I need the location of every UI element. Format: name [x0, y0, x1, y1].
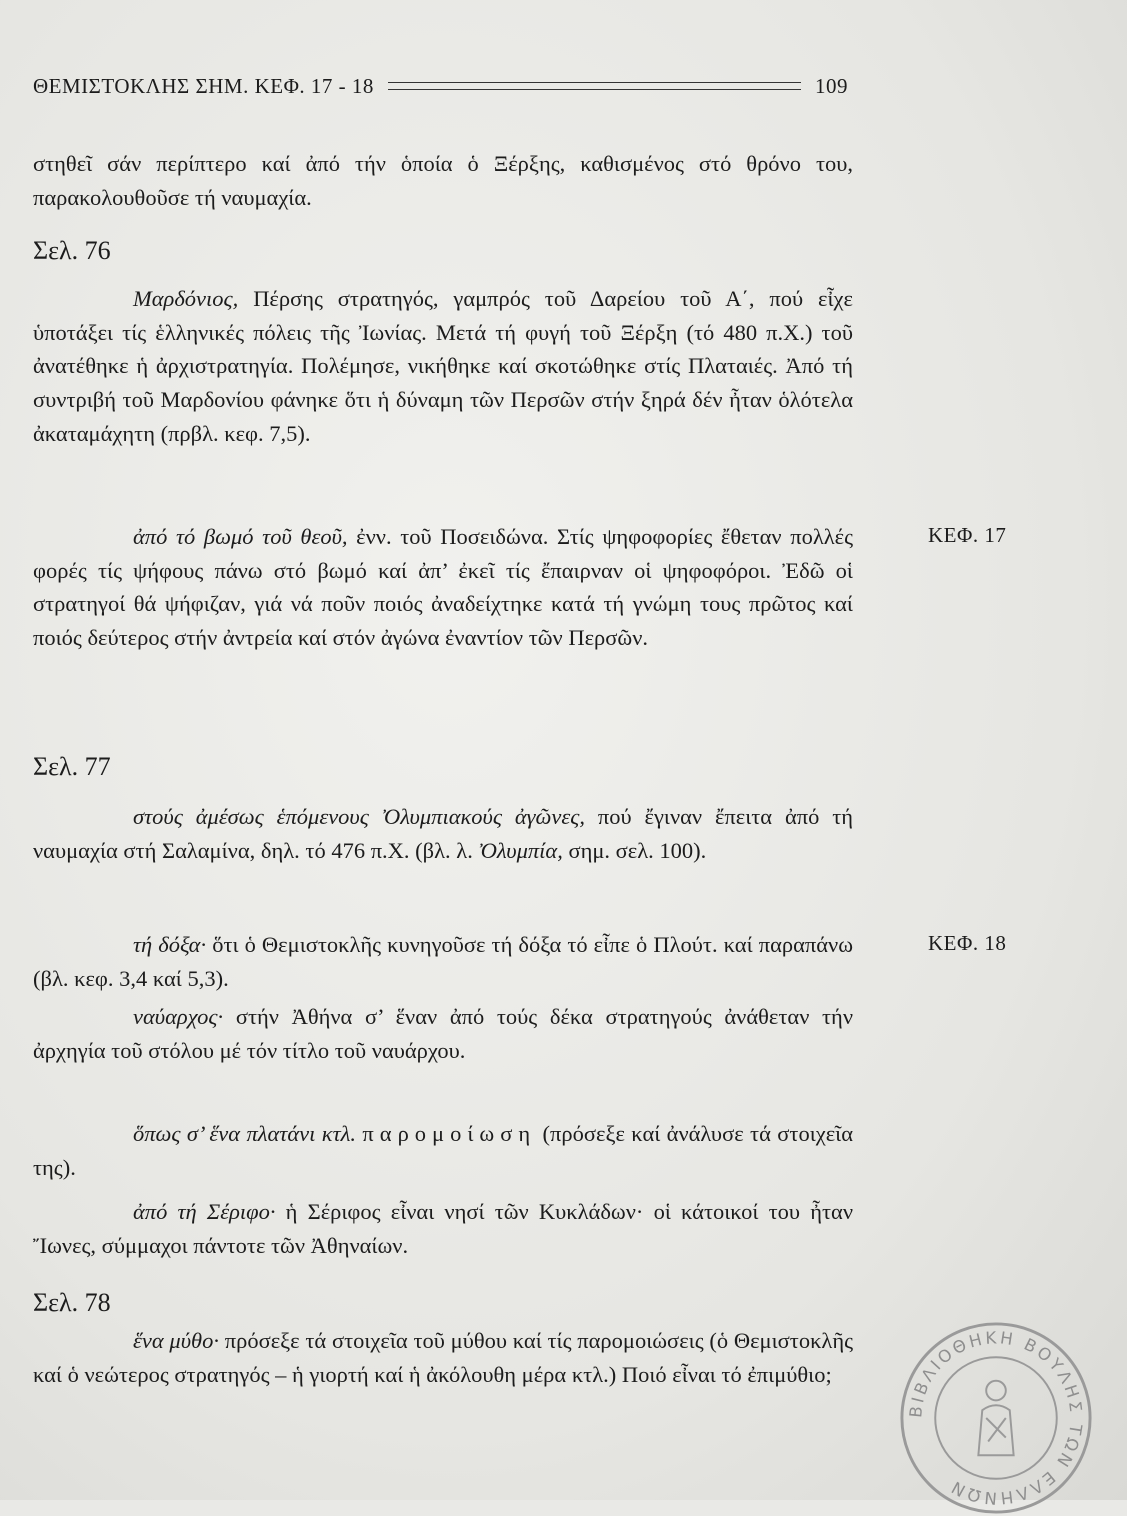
- intro-text: στηθεῖ σάν περίπτερο καί ἀπό τήν ὁποία ὁ Ξέρξης, καθισμένος στό θρόνο του, παρακολουθοῦσε τή ναυμαχία.: [33, 151, 853, 210]
- stamp-inner-ring: [935, 1357, 1057, 1479]
- note-term: στούς ἀμέσως ἑπόμενους Ὀλυμπιακούς ἀγῶνες,: [133, 804, 586, 829]
- stamp-outer-ring: [902, 1324, 1090, 1512]
- stamp-text: ΒΙΒΛΙΟΘΗΚΗ ΒΟΥΛΗΣ ΤΩΝ ΕΛΛΗΝΩΝ: [906, 1328, 1086, 1508]
- note-text: πού ἔγιναν ἔπειτα ἀπό τή ναυμαχία στή Σαλαμίνα, δηλ. τό 476 π.Χ. (βλ. λ.: [33, 804, 853, 863]
- note-text: στήν Ἀθήνα σ’ ἕναν ἀπό τούς δέκα στρατηγούς ἀνάθεταν τήν ἀρχηγία τοῦ στόλου μέ τόν τίτλο τοῦ ναυάρχου.: [33, 1004, 853, 1063]
- page-number: 109: [815, 73, 848, 98]
- note-term: ναύαρχος·: [133, 1004, 224, 1029]
- note-ref: Ὀλυμπία,: [478, 837, 563, 863]
- note-term: ἕνα μύθο·: [133, 1328, 219, 1353]
- note-text: ἐνν. τοῦ Ποσειδώνα. Στίς ψηφοφορίες ἔθεταν πολλές φορές τίς ψήφους πάνω στό βωμό καί ἀπ’ ἐκεῖ τίς ἔπαιρναν οἱ ψηφοφόροι. Ἐδῶ οἱ στρατηγοί θά ψήφιζαν, γιά νά ποῦν ποιός ἀναδείχτηκε κατά τή γνώμη τους πρῶτος καί ποιός δεύτερος στήν ἀντρεία καί στόν ἀγώνα ἐναντίον τῶν Περσῶν.: [33, 524, 853, 651]
- note-text: ἡ Σέριφος εἶναι νησί τῶν Κυκλάδων· οἱ κάτοικοί του ἦταν Ἴωνες, σύμμαχοι πάντοτε τῶν Ἀθηναίων.: [33, 1199, 853, 1258]
- header-rule: [388, 82, 801, 90]
- note-ref-tail: σημ. σελ. 100).: [568, 837, 707, 863]
- section-heading-77: Σελ. 77: [33, 752, 111, 781]
- note-term: ἀπό τό βωμό τοῦ θεοῦ,: [133, 524, 348, 549]
- note-mytho: [33, 1324, 853, 1391]
- running-title: ΘΕΜΙΣΤΟΚΛΗΣ ΣΗΜ. ΚΕΦ. 17 - 18: [33, 73, 374, 98]
- section-heading-76: Σελ. 76: [33, 236, 111, 265]
- note-text: ὅτι ὁ Θεμιστοκλῆς κυνηγοῦσε τή δόξα τό εἶπε ὁ Πλούτ. καί παραπάνω (βλ. κεφ. 3,4 καί 5,3).: [33, 932, 853, 991]
- page-header: [33, 70, 848, 102]
- note-term: Μαρδόνιος,: [133, 286, 239, 311]
- margin-note-kef17: ΚΕΦ. 17: [928, 523, 1007, 547]
- note-serifo: [33, 1195, 853, 1262]
- library-stamp: [898, 1320, 1094, 1516]
- note-text: πρόσεξε τά στοιχεῖα τοῦ μύθου καί τίς παρομοιώσεις (ὁ Θεμιστοκλῆς καί ὁ νεώτερος στρατηγός – ἡ γιορτή καί ἡ ἀκόλουθη μέρα κτλ.) Ποιό εἶναι τό ἐπιμύθιο;: [33, 1328, 854, 1387]
- note-term: ἀπό τή Σέριφο·: [133, 1199, 276, 1224]
- note-platani: [33, 1117, 853, 1184]
- note-text: Πέρσης στρατηγός, γαμπρός τοῦ Δαρείου τοῦ Α΄, πού εἶχε ὑποτάξει τίς ἑλληνικές πόλεις τῆς Ἰωνίας. Μετά τή φυγή τοῦ Ξέρξη (τό 480 π.Χ.) τοῦ ἀνατέθηκε ἡ ἀρχιστρατηγία. Πολέμησε, νικήθηκε καί σκοτώθηκε στίς Πλαταιές. Ἀπό τή συντριβή τοῦ Μαρδονίου φάνηκε ὅτι ἡ δύναμη τῶν Περσῶν στήν ξηρά δέν ἦταν ὁλότελα ἀκαταμάχητη (πρβλ. κεφ. 7,5).: [33, 286, 853, 446]
- note-term: τή δόξα·: [133, 932, 207, 957]
- note-doxa: [33, 928, 853, 995]
- margin-note-kef18: ΚΕΦ. 18: [928, 931, 1007, 955]
- intro-paragraph: [33, 147, 853, 214]
- note-olympiakoi: [33, 800, 853, 867]
- note-navarchos: [33, 1000, 853, 1067]
- stamp-figure-icon: [978, 1381, 1013, 1455]
- section-heading-78: Σελ. 78: [33, 1288, 111, 1317]
- note-vomo: [33, 520, 853, 655]
- note-mardonios: [33, 282, 853, 451]
- note-spaced-word: παρομοίωση: [362, 1121, 537, 1146]
- note-term: ὅπως σ’ ἕνα πλατάνι κτλ.: [133, 1121, 357, 1146]
- note-text: (πρόσεξε καί ἀνάλυσε τά στοιχεῖα της).: [33, 1121, 854, 1180]
